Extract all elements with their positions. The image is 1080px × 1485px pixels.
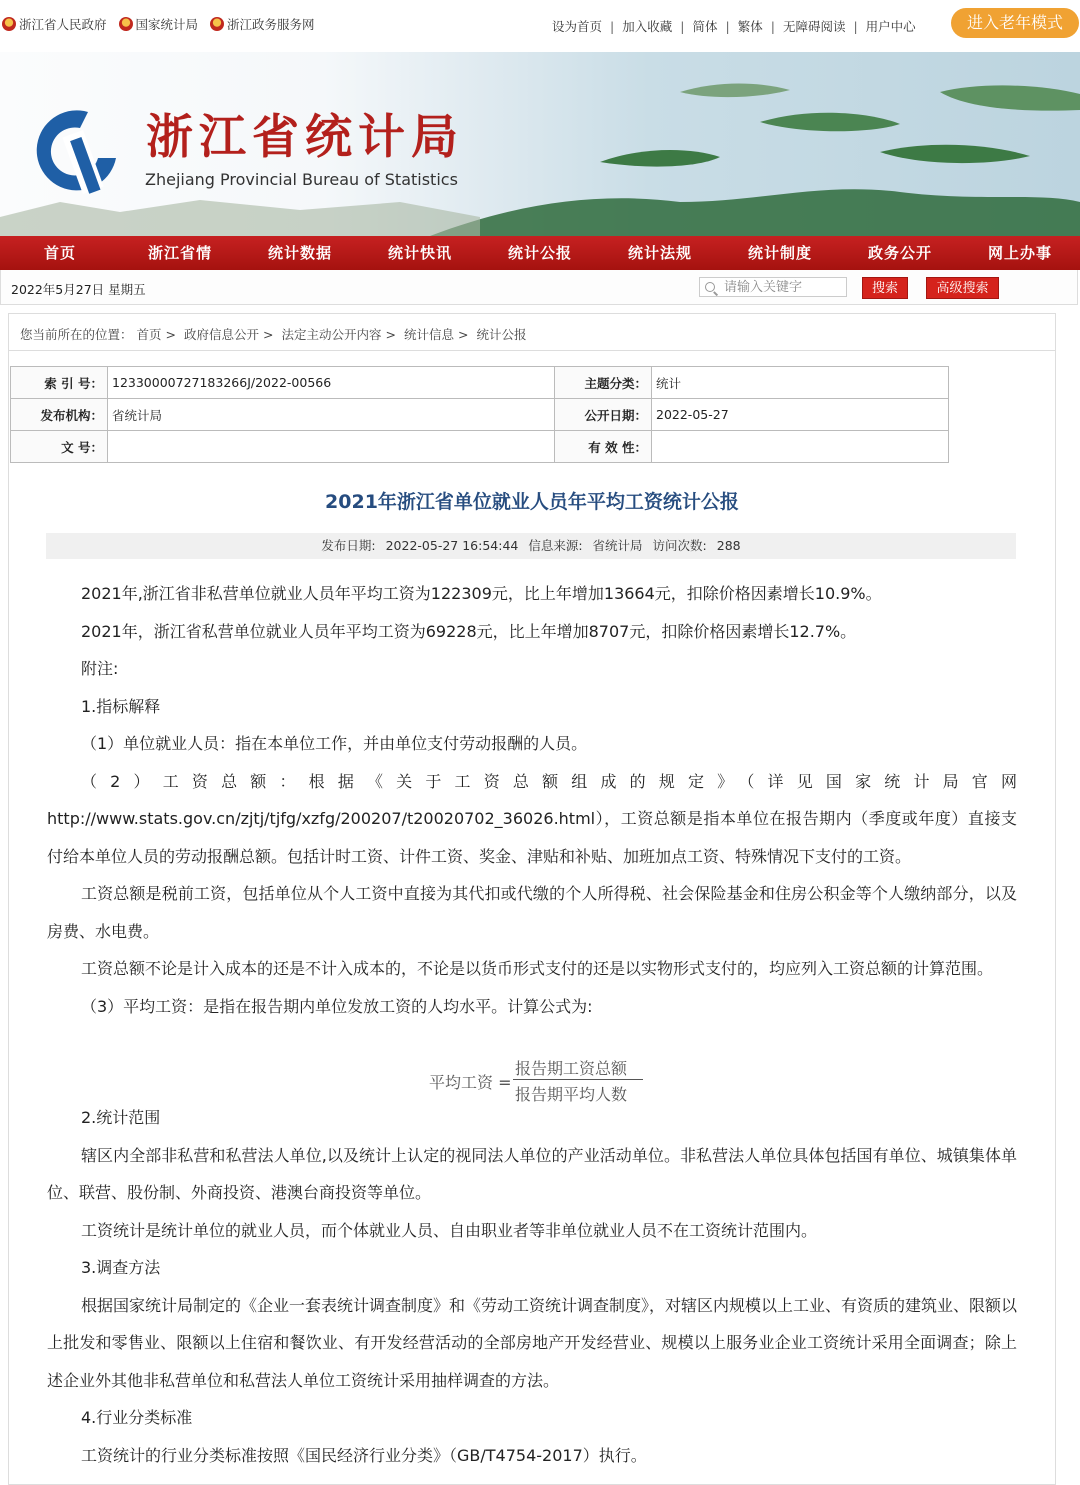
bureau-logo [28, 102, 124, 202]
nav-home[interactable]: 首页 [43, 244, 76, 262]
paragraph: 2021年,浙江省非私营单位就业人员年平均工资为122309元，比上年增加13664元，扣除价格因素增长10.9%。 [81, 584, 882, 603]
accessibility-link[interactable]: 无障碍阅读 [782, 19, 846, 34]
site-banner [0, 52, 1080, 236]
visits-label: 访问次数: [652, 538, 707, 553]
separator: | [680, 18, 685, 34]
source-label: 信息来源: [528, 538, 583, 553]
index-value: 12330000727183266J/2022-00566 [108, 367, 555, 399]
advanced-search-button[interactable]: 高级搜索 [926, 277, 999, 299]
main-nav [0, 236, 1080, 270]
meta-row [11, 367, 949, 399]
average-wage-formula [429, 1054, 659, 1110]
separator: | [770, 18, 775, 34]
content-frame [8, 313, 1056, 1485]
national-emblem-icon [119, 17, 133, 31]
index-label: 索 引 号： [11, 367, 108, 399]
link-national-stats[interactable]: 国家统计局 [119, 15, 199, 33]
validity-value [652, 431, 949, 463]
traditional-chinese-link[interactable]: 繁体 [737, 19, 763, 34]
user-center-link[interactable]: 用户中心 [865, 19, 916, 34]
paragraph: 工资统计是统计单位的就业人员，而个体就业人员、自由职业者等非单位就业人员不在工资统计范围内。 [81, 1220, 818, 1240]
nav-gov-affairs[interactable]: 政务公开 [867, 244, 932, 262]
publisher-value: 省统计局 [108, 399, 555, 431]
breadcrumb-prefix: 您当前所在的位置： [20, 327, 133, 342]
meta-row [11, 431, 949, 463]
separator: | [725, 18, 730, 34]
section-heading: 4.行业分类标准 [81, 1408, 193, 1427]
nav-online-services[interactable]: 网上办事 [987, 244, 1052, 262]
formula-lhs: 平均工资 = [429, 1073, 512, 1092]
bureau-name-cn: 浙江省统计局 [146, 110, 464, 165]
meta-row [11, 399, 949, 431]
pub-date: 2022-05-27 16:54:44 [385, 538, 519, 553]
publish-info [46, 533, 1016, 559]
search-icon [705, 282, 715, 292]
paragraph: 辖区内全部非私营和私营法人单位,以及统计上认定的视同法人单位的产业活动单位。非私营法人单位具体包括国有单位、城镇集体单位、联营、股份制、外商投资、港澳台商投资等单位。 [47, 1145, 1017, 1202]
open-date-value: 2022-05-27 [652, 399, 949, 431]
breadcrumb-separator: > [263, 327, 274, 342]
doc-no-label: 文 号： [11, 431, 108, 463]
bureau-name-en: Zhejiang Provincial Bureau of Statistics [145, 170, 458, 189]
breadcrumb-stat-bulletin[interactable]: 统计公报 [476, 327, 527, 342]
nav-stat-law[interactable]: 统计法规 [627, 244, 692, 262]
paragraph: 根据国家统计局制定的《企业一套表统计调查制度》和《劳动工资统计调查制度》，对辖区内规模以上工业、有资质的建筑业、限额以上批发和零售业、限额以上住宿和餐饮业、有开发经营活动的全部房地产开发经营业、规模以上服务业企业工资统计采用全面调查；除上述企业外其他非私营单位和私营法人单位工资统计采用抽样调查的方法。 [47, 1295, 1018, 1390]
divider [9, 350, 1055, 351]
separator: | [610, 18, 615, 34]
formula-numerator: 报告期工资总额 [515, 1059, 628, 1078]
nav-stat-flash[interactable]: 统计快讯 [387, 244, 452, 262]
topic-value: 统计 [652, 367, 949, 399]
section-heading: 1.指标解释 [81, 696, 161, 716]
breadcrumb-separator: > [457, 327, 469, 342]
doc-no-value [108, 431, 555, 463]
paragraph: 2021年，浙江省私营单位就业人员年平均工资为69228元，比上年增加8707元，扣除价格因素增长12.7%。 [81, 621, 857, 641]
paragraph: http://www.stats.gov.cn/zjtj/tjfg/xzfg/200207/t20020702_36026.html），工资总额是指本单位在报告期内（季度或年度）直接支付给本单位人员的劳动报酬总额。包括计时工资、计件工资、奖金、津贴和补贴、加班加点工资、特殊情况下支付的工资。 [47, 809, 1017, 866]
article-body [47, 575, 1017, 1474]
nav-province-info[interactable]: 浙江省情 [147, 244, 212, 262]
national-emblem-icon [2, 17, 16, 31]
paragraph: （3）平均工资：是指在报告期内单位发放工资的人均水平。计算公式为: [81, 996, 593, 1016]
pub-date-label: 发布日期: [321, 538, 376, 553]
search-input[interactable] [699, 277, 847, 297]
open-date-label: 公开日期： [555, 399, 652, 431]
link-zhejiang-gov[interactable]: 浙江省人民政府 [2, 15, 107, 33]
breadcrumb-separator: > [385, 327, 396, 342]
breadcrumb-statutory[interactable]: 法定主动公开内容 [281, 327, 382, 342]
nav-stat-data[interactable]: 统计数据 [267, 244, 332, 262]
section-heading: 2.统计范围 [81, 1108, 161, 1127]
separator: | [853, 18, 858, 34]
nav-stat-system[interactable]: 统计制度 [747, 244, 812, 262]
set-homepage-link[interactable]: 设为首页 [552, 19, 603, 34]
topic-label: 主题分类： [555, 367, 652, 399]
breadcrumb-stat-info[interactable]: 统计信息 [403, 327, 454, 342]
elder-mode-button[interactable]: 进入老年模式 [951, 8, 1079, 38]
simplified-chinese-link[interactable]: 简体 [692, 19, 718, 34]
current-date: 2022年5月27日 星期五 [11, 282, 146, 297]
nav-stat-bulletin[interactable]: 统计公报 [507, 244, 572, 262]
formula-denominator: 报告期平均人数 [515, 1085, 628, 1104]
article-title: 2021年浙江省单位就业人员年平均工资统计公报 [325, 491, 739, 513]
top-utility-bar [0, 0, 1080, 52]
source: 省统计局 [592, 538, 643, 553]
visit-count: 288 [716, 538, 741, 553]
breadcrumb-home[interactable]: 首页 [136, 327, 162, 342]
paragraph: 工资统计的行业分类标准按照《国民经济行业分类》（GB/T4754-2017）执行。 [81, 1445, 647, 1465]
paragraph: （1）单位就业人员：指在本单位工作，并由单位支付劳动报酬的人员。 [81, 734, 588, 753]
top-links [2, 15, 315, 33]
add-favorite-link[interactable]: 加入收藏 [622, 19, 673, 34]
paragraph: 附注: [81, 659, 119, 678]
paragraph: 工资总额不论是计入成本的还是不计入成本的，不论是以货币形式支付的还是以实物形式支付的，均应列入工资总额的计算范围。 [81, 959, 994, 978]
breadcrumb-gov-info[interactable]: 政府信息公开 [183, 327, 259, 342]
metadata-table [10, 366, 949, 463]
fraction-bar [513, 1079, 643, 1080]
utility-links [552, 17, 916, 35]
validity-label: 有 效 性： [555, 431, 652, 463]
paragraph: 工资总额是税前工资，包括单位从个人工资中直接为其代扣或代缴的个人所得税、社会保险基金和住房公积金等个人缴纳部分，以及房费、水电费。 [47, 884, 1017, 941]
section-heading: 3.调查方法 [81, 1258, 161, 1277]
paragraph: （2）工资总额：根据《关于工资总额组成的规定》（详见国家统计局官网 [81, 771, 1017, 791]
publisher-label: 发布机构： [11, 399, 108, 431]
breadcrumb [20, 325, 526, 343]
link-zj-services[interactable]: 浙江政务服务网 [210, 15, 315, 33]
search-button[interactable]: 搜索 [862, 277, 908, 299]
national-emblem-icon [210, 17, 224, 31]
search-placeholder: 请输入关键字 [724, 280, 803, 295]
date-search-bar [0, 270, 1078, 305]
breadcrumb-separator: > [165, 327, 176, 342]
